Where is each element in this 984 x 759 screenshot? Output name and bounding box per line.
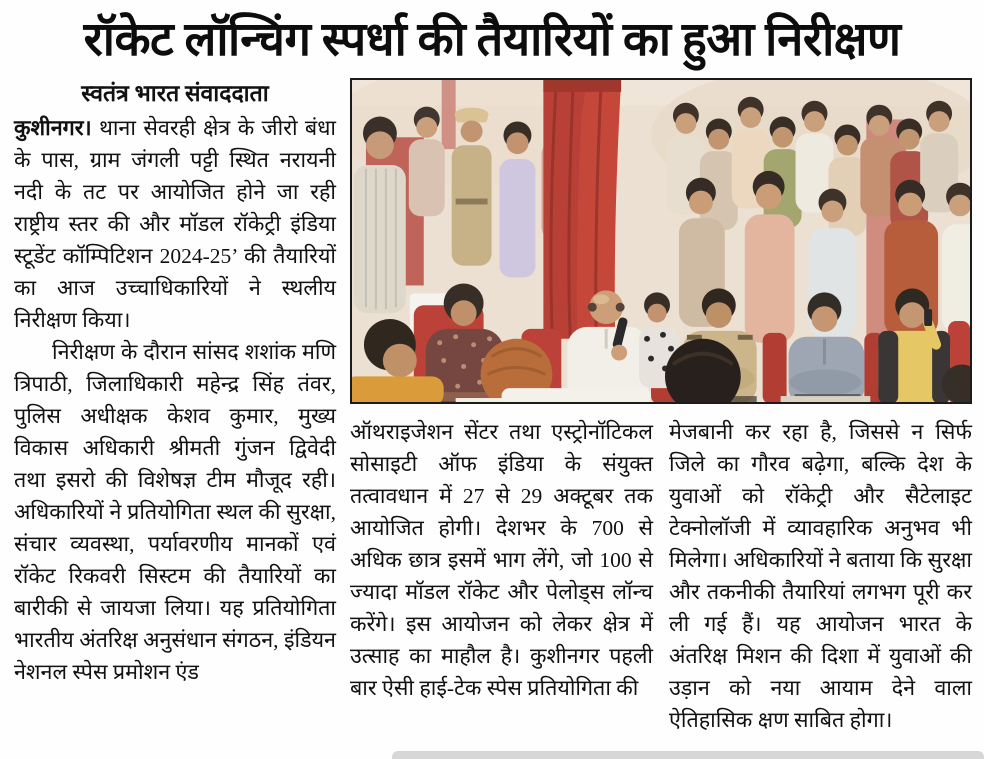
headline: रॉकेट लॉन्चिंग स्पर्धा की तैयारियों का हुआ निरीक्षण: [83, 14, 901, 66]
columns-under-photo: [350, 416, 972, 736]
news-photo: [350, 78, 972, 404]
news-photo-illustration: [352, 80, 970, 402]
paragraph-3: ऑथराइजेशन सेंटर तथा एस्ट्रोनॉटिकल सोसाइटी ऑफ इंडिया के संयुक्त तत्वावधान में 27 से 29 अक्टूबर तक आयोजित होगी। देशभर के 700 से अधिक छात्र इसमें भाग लेंगे, जो 100 से ज्यादा मॉडल रॉकेट और पेलोड्स लॉन्च करेंगे। इस आयोजन को लेकर क्षेत्र में उत्साह का माहौल है। कुशीनगर पहली बार ऐसी हाई-टेक स्पेस प्रतियोगिता की: [350, 420, 653, 700]
paragraph-1: [14, 112, 336, 336]
right-area: [350, 78, 972, 736]
dateline: कुशीनगर।: [14, 116, 92, 140]
next-article-edge: [392, 751, 984, 759]
article-body: [0, 76, 984, 736]
paragraph-4: मेजबानी कर रहा है, जिससे न सिर्फ जिले का गौरव बढ़ेगा, बल्कि देश के युवाओं को रॉकेट्री और सैटेलाइट टेक्नोलॉजी में व्यावहारिक अनुभव भी मिलेगा। अधिकारियों ने बताया कि सुरक्षा और तकनीकी तैयारियां लगभग पूरी कर ली गई हैं। यह आयोजन भारत के अंतरिक्ष मिशन की दिशा में युवाओं की उड़ान को नया आयाम देने वाला ऐतिहासिक क्षण साबित होगा।: [669, 420, 972, 732]
byline: स्वतंत्र भारत संवाददाता: [81, 81, 269, 106]
paragraph-2: निरीक्षण के दौरान सांसद शशांक मणि त्रिपाठी, जिलाधिकारी महेन्द्र सिंह तंवर, पुलिस अधीक्षक केशव कुमार, मुख्य विकास अधिकारी श्रीमती गुंजन द्विवेदी तथा इसरो की विशेषज्ञ टीम मौजूद रही। अधिकारियों ने प्रतियोगिता स्थल की सुरक्षा, संचार व्यवस्था, पर्यावरणीय मानकों एवं रॉकेट रिकवरी सिस्टम की तैयारियों का बारीकी से जायजा लिया। यह प्रतियोगिता भारतीय अंतरिक्ष अनुसंधान संगठन, इंडियन नेशनल स्पेस प्रमोशन एंड: [14, 340, 336, 684]
column-left: [14, 78, 336, 736]
paragraph-1-text: थाना सेवरही क्षेत्र के जीरो बंधा के पास, ग्राम जंगली पट्टी स्थित नरायनी नदी के तट पर आयोजित होने जा रही राष्ट्रीय स्तर की और मॉडल रॉकेट्री इंडिया स्टूडेंट कॉम्पिटिशन 2024-25’ की तैयारियों का आज उच्चाधिकारियों ने स्थलीय निरीक्षण किया।: [14, 116, 337, 332]
